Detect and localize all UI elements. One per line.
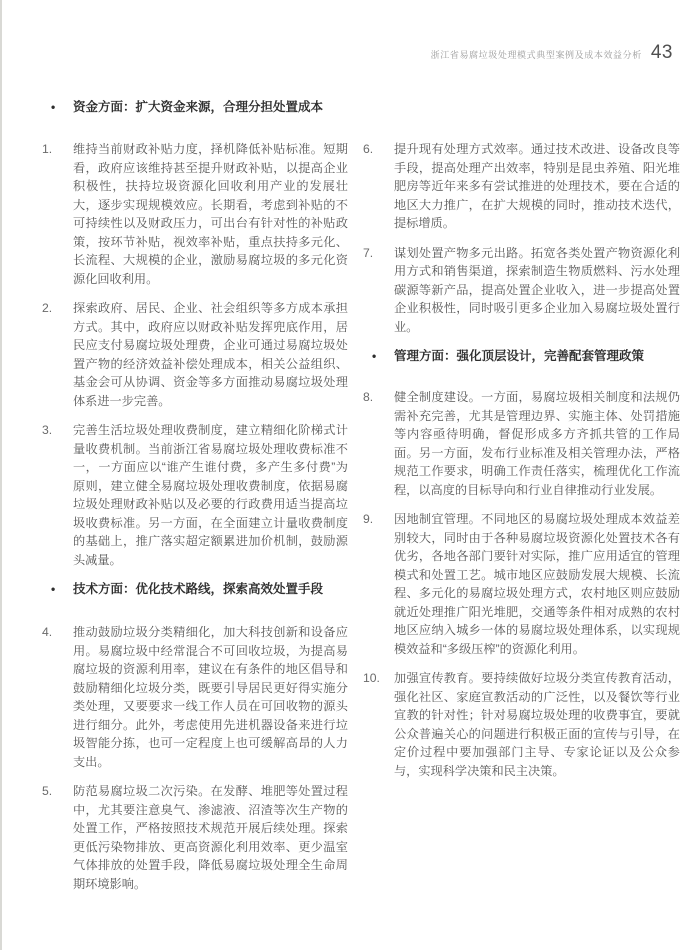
- list-item-3: [42, 421, 348, 569]
- item-10-number: 10.: [363, 671, 380, 685]
- item-6-number: 6.: [363, 142, 374, 156]
- bullet-icon: •: [372, 349, 377, 363]
- list-item-5: [42, 782, 348, 893]
- list-item-8: [363, 388, 680, 499]
- item-2-number: 2.: [42, 301, 53, 315]
- page-header: [431, 42, 673, 64]
- item-8-text: 健全制度建设。一方面，易腐垃圾相关制度和法规仍需补充完善，尤其是管理边界、实施主体、处罚措施等内容亟待明确，督促形成多方齐抓共管的工作局面。另一方面，发布行业标准及相关管理办法，严格规范工作要求，明确工作责任落实，梳理优化工作流程，以高度的目标导向和行业自律推动行业发展。: [394, 390, 680, 497]
- item-9-text: 因地制宜管理。不同地区的易腐垃圾处理成本效益差别较大，同时由于各种易腐垃圾资源化处置技术各有优劣，各地各部门要针对实际，推广应用适宜的管理模式和处置工艺。城市地区应鼓励发展大规模、长流程、多元化的易腐垃圾处理方式，农村地区则应鼓励就近处理推广阳光堆肥，交通等条件相对成熟的农村地区应纳入城乡一体的易腐垃圾处理体系，以实现规模效益和“多级压榨”的资源化利用。: [394, 512, 680, 656]
- section-heading-management-label: 管理方面：强化顶层设计，完善配套管理政策: [394, 349, 645, 363]
- item-5-number: 5.: [42, 784, 53, 798]
- item-1-number: 1.: [42, 142, 53, 156]
- item-1-text: 维持当前财政补贴力度，择机降低补贴标准。短期看，政府应该维持甚至提升财政补贴，以提高企业积极性，扶持垃圾资源化回收利用产业的发展壮大，逐步实现规模效应。长期看，考虑到补贴的不可持续性以及财政压力，可出台有针对性的补贴政策，按环节补贴，视效率补贴，重点扶持多元化、长流程、大规模的企业，激励易腐垃圾的多元化资源化回收利用。: [73, 142, 348, 286]
- page-content: [42, 98, 680, 904]
- section-heading-technology: [42, 580, 348, 598]
- list-item-2: [42, 299, 348, 410]
- item-2-text: 探索政府、居民、企业、社会组织等多方成本承担方式。其中，政府应以财政补贴发挥兜底作用，居民应支付易腐垃圾处理费，企业可通过易腐垃圾处置产物的经济效益补偿处理成本，相关公益组织、基金会可从协调、资金等多方面推动易腐垃圾处理体系进一步完善。: [73, 301, 348, 408]
- list-item-7: [363, 244, 680, 337]
- list-item-1: [42, 140, 348, 288]
- item-3-number: 3.: [42, 423, 53, 437]
- item-7-number: 7.: [363, 245, 374, 260]
- item-4-number: 4.: [42, 625, 53, 639]
- bullet-icon: •: [51, 582, 56, 596]
- right-column: [363, 98, 680, 904]
- left-column: [42, 98, 348, 904]
- item-7-text: 谋划处置产物多元出路。拓宽各类处置产物资源化利用方式和销售渠道，探索制造生物质燃料、污水处理碳源等新产品，提高处置企业收入，进一步提高处置企业积极性，同时吸引更多企业加入易腐垃圾处置行业。: [394, 245, 680, 334]
- page-number: 43: [650, 42, 673, 63]
- section-heading-funding-label: 资金方面：扩大资金来源，合理分担处置成本: [73, 100, 324, 114]
- item-3-text: 完善生活垃圾处理收费制度，建立精细化阶梯式计量收费机制。当前浙江省易腐垃圾处理收费标准不一，一方面应以“谁产生谁付费，多产生多付费”为原则，建立健全易腐垃圾处理收费制度，依据易腐垃圾处理财政补贴以及必要的行政费用适当提高垃圾收费标准。另一方面，在全面建立计量收费制度的基础上，推广落实超定额累进加价机制，鼓励源头减量。: [73, 423, 348, 567]
- item-9-number: 9.: [363, 512, 374, 526]
- list-item-10: [363, 669, 680, 780]
- item-8-number: 8.: [363, 390, 374, 404]
- list-item-6: [363, 140, 680, 233]
- running-header-title: 浙江省易腐垃圾处理模式典型案例及成本效益分析: [430, 50, 642, 60]
- section-heading-management: [363, 347, 680, 365]
- list-item-4: [42, 623, 348, 771]
- item-4-text: 推动鼓励垃圾分类精细化，加大科技创新和设备应用。易腐垃圾中经常混合不可回收垃圾，为提高易腐垃圾的资源利用率，建议在有条件的地区倡导和鼓励精细化垃圾分类，既要引导居民更好得实施分类处理，又要要求一线工作人员在可回收物的源头进行细分。此外，考虑使用先进机器设备来进行垃圾智能分拣，也可一定程度上也可缓解高昂的人力支出。: [73, 625, 348, 769]
- item-6-text: 提升现有处理方式效率。通过技术改进、设备改良等手段，提高处理产出效率，特别是昆虫养殖、阳光堆肥房等近年来多有尝试推进的处理技术，要在合适的地区大力推广，在扩大规模的同时，推动技术迭代，提标增质。: [394, 142, 680, 230]
- section-heading-funding: [42, 98, 348, 116]
- item-5-text: 防范易腐垃圾二次污染。在发酵、堆肥等处置过程中，尤其要注意臭气、渗滤液、沼渣等次生产物的处置工作，严格按照技术规范开展后续处理。探索更低污染物排放、更高资源化利用效率、更少温室气体排放的处置手段，降低易腐垃圾处理全生命周期环境影响。: [73, 784, 348, 891]
- list-item-9: [363, 510, 680, 658]
- item-10-text: 加强宣传教育。要持续做好垃圾分类宣传教育活动，强化社区、家庭宣教活动的广泛性，以及餐饮等行业宣教的针对性；针对易腐垃圾处理的收费事宜，要就公众普遍关心的问题进行积极正面的宣传与引导，在定价过程中要加强部门主导、专家论证以及公众参与，实现科学决策和民主决策。: [394, 671, 680, 778]
- section-heading-technology-label: 技术方面：优化技术路线，探索高效处置手段: [73, 582, 324, 596]
- bullet-icon: •: [51, 100, 56, 114]
- page-left-edge: [0, 0, 2, 950]
